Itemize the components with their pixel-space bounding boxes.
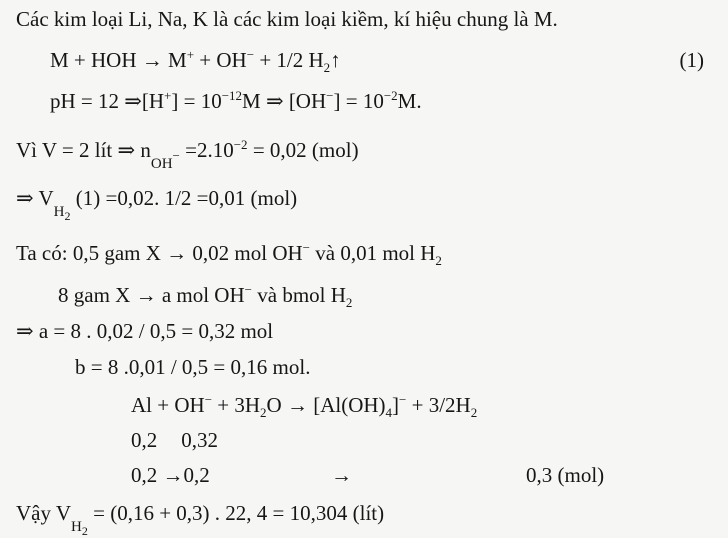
b-calc-text: b = 8 .0,01 / 0,5 = 0,16 mol. (75, 355, 311, 379)
exponent-sup: −2 (233, 137, 248, 152)
a-calc-text: ⇒ a = 8 . 0,02 / 0,5 = 0,32 mol (16, 319, 274, 343)
reaction-1-part: + 1/2 H (254, 48, 324, 72)
taco-part: Ta có: 0,5 gam X → 0,02 mol OH (16, 241, 303, 265)
ph-part: pH = 12 ⇒[H (50, 89, 165, 113)
volume-line (16, 137, 359, 172)
subscript: 2 (345, 295, 353, 310)
subscript: 2 (435, 253, 442, 268)
ph-line (50, 88, 422, 114)
eight-part: và bmol H (252, 283, 346, 307)
ph-part: M. (397, 89, 422, 113)
oh-sub-text: OH (150, 156, 173, 172)
charge-sup: − (246, 47, 255, 62)
reaction-1-line (50, 47, 728, 73)
h2-subscript (53, 204, 71, 223)
vh2-part: (1) =0,02. 1/2 =0,01 (mol) (70, 186, 298, 210)
final-part: = (0,16 + 0,3) . 22, 4 = 10,304 (lít) (87, 501, 385, 525)
charge-sup: + (186, 47, 195, 62)
gas-arrow: ↑ (330, 48, 341, 72)
subscript: 4 (385, 405, 393, 420)
equation-number: (1) (679, 48, 704, 72)
final-part: Vậy V (16, 501, 72, 525)
final-line (16, 500, 385, 538)
al-part: + 3H (212, 393, 261, 417)
vh2-part: ⇒ V (16, 186, 54, 210)
vh2-line (16, 185, 298, 223)
h-sub-text: H (53, 204, 65, 220)
aluminium-reaction-line (131, 392, 477, 418)
h2-subscript (71, 519, 88, 538)
al-part: O → [Al(OH) (266, 393, 386, 417)
subscript: 2 (470, 405, 478, 420)
charge-sup: − (204, 392, 213, 407)
al-part: + 3/2H (406, 393, 471, 417)
b-calc-line (75, 354, 310, 380)
ph-part: M ⇒ [OH (242, 89, 327, 113)
eight-part: 8 gam X → a mol OH (58, 283, 245, 307)
charge-sup: − (172, 148, 180, 163)
ph-part: ] = 10 (333, 89, 384, 113)
al-part: Al + OH (131, 393, 205, 417)
charge-sup: + (164, 88, 172, 103)
mol-result: 0,3 (mol) (526, 463, 605, 487)
subscript: 2 (260, 405, 267, 420)
ph-part: ] = 10 (171, 89, 222, 113)
mol-value: 0,2 →0,2 (131, 463, 210, 487)
volume-part: Vì V = 2 lít ⇒ n (16, 138, 151, 162)
a-calc-line (16, 318, 273, 344)
charge-sup: − (302, 240, 311, 255)
charge-sup: − (399, 392, 407, 407)
charge-sup: − (326, 88, 334, 103)
intro-line (16, 6, 558, 32)
subscript: 2 (323, 60, 331, 75)
volume-part: =2.10 (179, 138, 234, 162)
al-part: ] (392, 393, 400, 417)
oh-subscript (150, 148, 180, 172)
h-sub-text: H (71, 519, 82, 535)
volume-part: = 0,02 (mol) (247, 138, 359, 162)
mol-value: 0,2 (131, 428, 158, 452)
exponent-sup: −12 (221, 88, 243, 103)
mol-row-1 (131, 427, 218, 453)
two-sub: 2 (64, 209, 71, 223)
charge-sup: − (244, 282, 252, 297)
reaction-1-part: M + HOH → M (50, 48, 187, 72)
mol-row-2 (131, 462, 728, 488)
intro-text: Các kim loại Li, Na, K là các kim loại kiềm, kí hiệu chung là M. (16, 7, 558, 31)
eight-gram-line (58, 282, 352, 308)
two-sub: 2 (81, 524, 88, 538)
reaction-1-part: + OH (194, 48, 247, 72)
taco-part: và 0,01 mol H (310, 241, 436, 265)
mol-value: 0,32 (181, 428, 218, 452)
taco-line (16, 240, 442, 266)
exponent-sup: −2 (383, 88, 398, 103)
arrow-symbol: → (331, 463, 352, 487)
